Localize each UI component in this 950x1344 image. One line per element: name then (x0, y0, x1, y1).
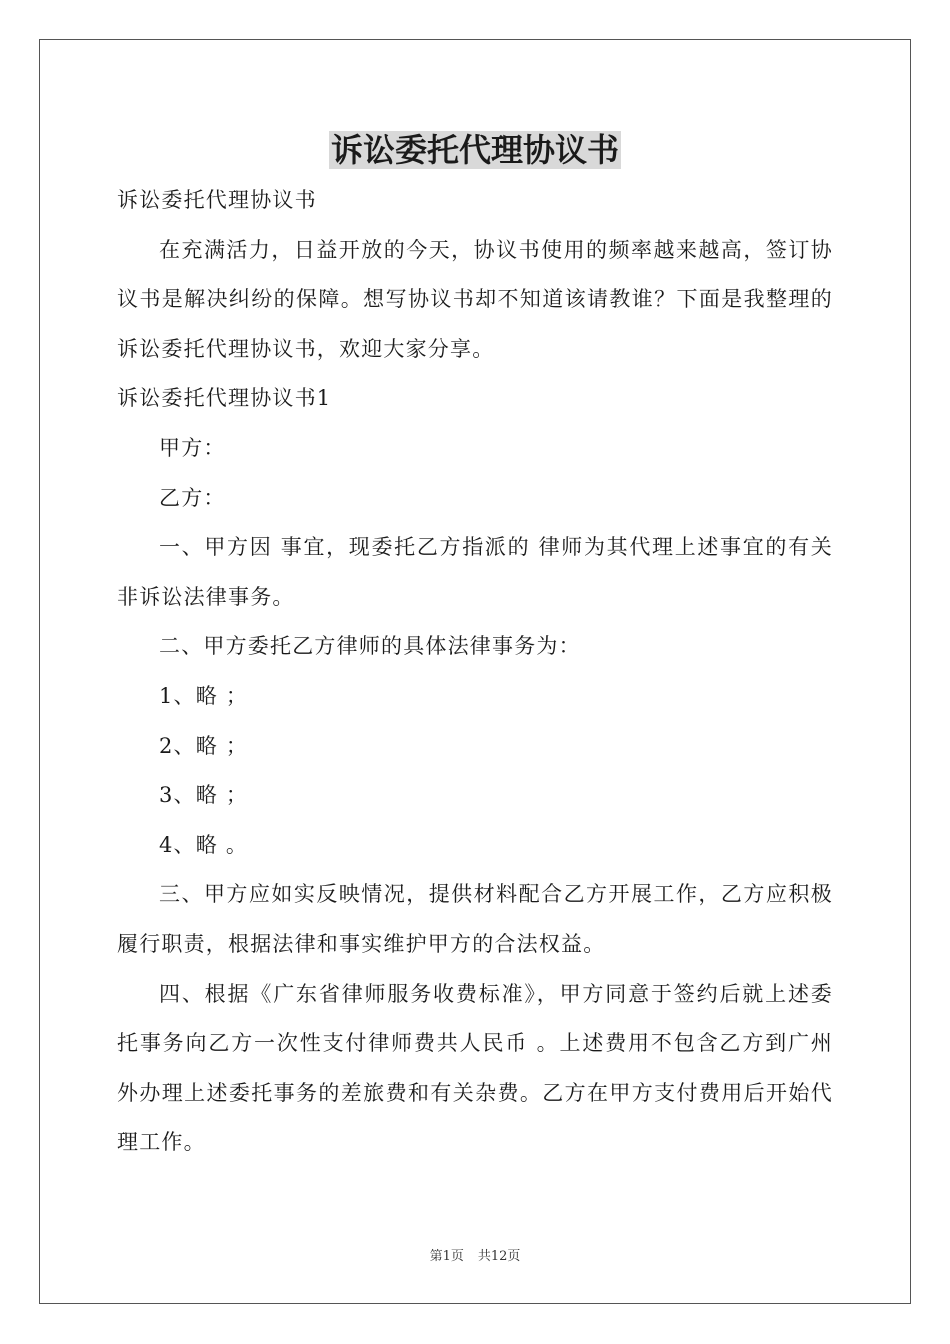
paragraph-subtitle: 诉讼委托代理协议书 (117, 188, 317, 212)
paragraph-section-heading: 诉讼委托代理协议书1 (117, 386, 332, 411)
document-title (0, 126, 950, 174)
paragraph-party-a: 甲方： (159, 435, 226, 460)
list-item: 1、略 ； (159, 683, 249, 708)
list-item: 3、略 ； (159, 783, 249, 808)
page-total: 共12页 (477, 1249, 521, 1264)
paragraph-clause-3: 三、甲方应如实反映情况，提供材料配合乙方开展工作，乙方应积极履行职责，根据法律和事实维护甲方的合法权益。 (117, 882, 833, 956)
list-item: 4、略 。 (159, 832, 249, 857)
document-body (117, 176, 833, 1168)
paragraph-party-b: 乙方： (159, 485, 226, 510)
page-footer (0, 1245, 950, 1264)
paragraph-clause-4: 四、根据《广东省律师服务收费标准》，甲方同意于签约后就上述委托事务向乙方一次性支付律师费共人民币 。上述费用不包含乙方到广州外办理上述委托事务的差旅费和有关杂费。乙方在甲方支付费用后开始代理工作。 (117, 981, 833, 1155)
paragraph-clause-2: 二、甲方委托乙方律师的具体法律事务为： (159, 634, 581, 659)
list-item: 2、略 ； (159, 733, 249, 758)
paragraph-intro: 在充满活力，日益开放的今天，协议书使用的频率越来越高，签订协议书是解决纠纷的保障。想写协议书却不知道该请教谁？下面是我整理的诉讼委托代理协议书，欢迎大家分享。 (117, 237, 833, 361)
paragraph-clause-1: 一、甲方因 事宜，现委托乙方指派的 律师为其代理上述事宜的有关非诉讼法律事务。 (117, 535, 833, 609)
page-number: 第1页 (429, 1249, 464, 1264)
document-title-text: 诉讼委托代理协议书 (330, 131, 619, 169)
